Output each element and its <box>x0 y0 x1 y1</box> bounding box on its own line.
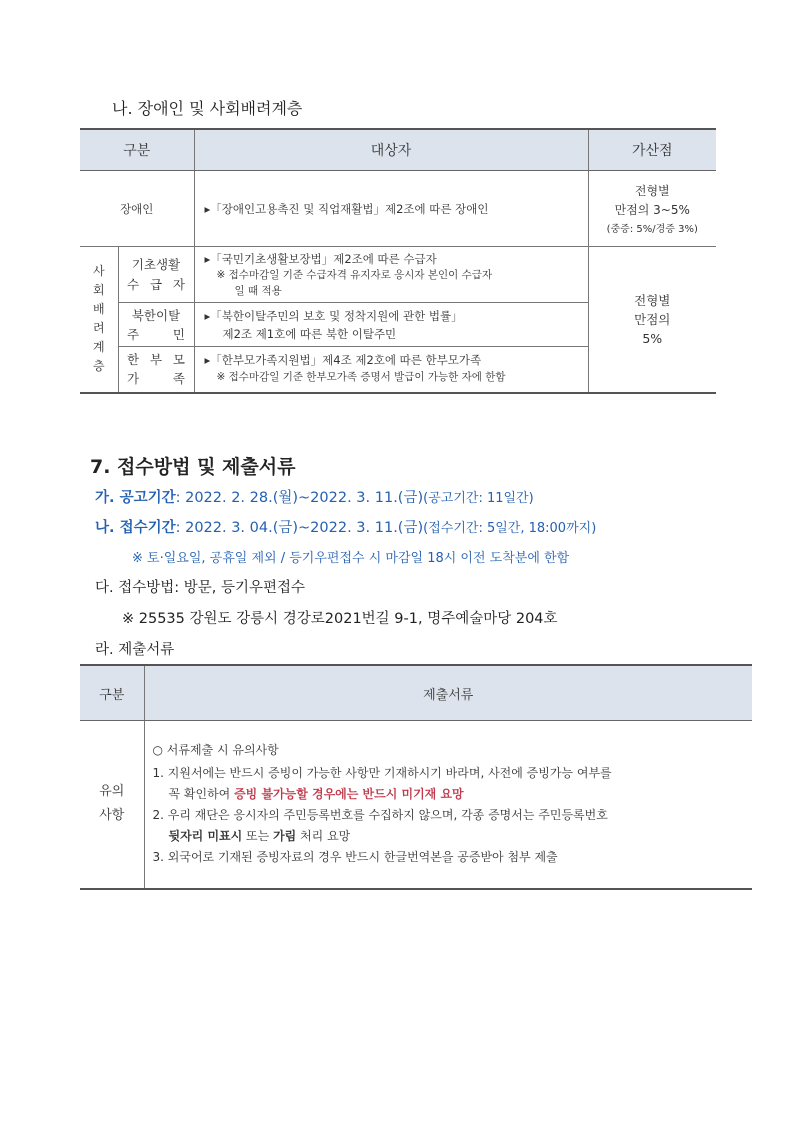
disabled-bonus-note: (중증: 5%/경증 3%) <box>606 224 698 235</box>
header-category: 구분 <box>80 129 194 171</box>
documents-table <box>80 664 752 890</box>
notice-item3: 3. 외국어로 기재된 증빙자료의 경우 반드시 한글번역본을 공증받아 첨부 제출 <box>152 850 558 865</box>
basic-livelihood-label <box>118 247 194 303</box>
disabled-target: ▸「장애인고용촉진 및 직업재활법」제2조에 따른 장애인 <box>194 171 588 247</box>
required-documents-heading: 라. 제출서류 <box>95 642 175 658</box>
header-category: 구분 <box>80 665 144 721</box>
label-char: 모 <box>172 352 185 368</box>
notice-heading: ○ 서류제출 시 유의사항 <box>152 743 279 758</box>
north-defector-label <box>118 303 194 347</box>
announcement-period <box>95 486 534 507</box>
social-bonus-line2: 만점의 <box>634 311 671 327</box>
section-heading-disabled: 나. 장애인 및 사회배려계층 <box>112 99 303 118</box>
north-defector-target-line1: ▸「북한이탈주민의 보호 및 정착지원에 관한 법률」 <box>204 308 463 323</box>
label-char: 족 <box>172 371 185 387</box>
social-bonus <box>588 247 716 393</box>
announcement-period-label: 가. 공고기간 <box>95 490 176 506</box>
social-char: 층 <box>92 359 105 374</box>
notice-item2-text2: 처리 요망 <box>296 829 351 844</box>
label-char: 가 <box>127 371 140 387</box>
basic-livelihood-target-line1: ▸「국민기초생활보장법」제2조에 따른 수급자 <box>204 251 437 266</box>
notice-item2-emphasis1: 뒷자리 미표시 <box>168 829 243 844</box>
application-period-label: 나. 접수기간 <box>95 520 176 536</box>
single-parent-label-line1 <box>127 350 185 369</box>
label-char: 주 <box>127 326 140 342</box>
label-char: 급 <box>149 276 163 292</box>
label-char: 부 <box>149 352 163 368</box>
disabled-bonus-line1: 전형별 <box>634 184 670 198</box>
basic-livelihood-target-note: ※ 접수마감일 기준 수급자격 유지자로 응시자 본인이 수급자 <box>216 268 493 281</box>
notice-item1-text: 꼭 확인하여 <box>168 787 235 802</box>
basic-livelihood-target <box>194 247 588 303</box>
notice-item2-text: 또는 <box>242 829 274 844</box>
header-bonus: 가산점 <box>588 129 716 171</box>
single-parent-target <box>194 347 588 393</box>
header-target: 대상자 <box>194 129 588 171</box>
social-char: 려 <box>92 321 105 336</box>
application-remark: ※ 토·일요일, 공휴일 제외 / 등기우편접수 시 마감일 18시 이전 도착분에 한함 <box>132 551 570 566</box>
label-char: 민 <box>172 326 185 342</box>
north-defector-label-line1: 북한이탈 <box>131 307 181 323</box>
basic-livelihood-label-line2 <box>127 275 185 295</box>
social-char: 계 <box>92 340 105 355</box>
notice-item2-emphasis2: 가림 <box>273 829 297 844</box>
social-group-label <box>80 247 118 393</box>
single-parent-target-line1: ▸「한부모가족지원법」제4조 제2호에 따른 한부모가족 <box>204 353 482 368</box>
social-char: 회 <box>92 283 105 298</box>
label-char: 한 <box>127 352 140 368</box>
notice-item2: 2. 우리 재단은 응시자의 주민등록번호를 수집하지 않으며, 각종 증명서는 주민등록번호 <box>152 808 608 823</box>
social-bonus-line3: 5% <box>642 330 663 346</box>
submission-address: ※ 25535 강원도 강릉시 경강로2021번길 9-1, 명주예술마당 204호 <box>122 611 558 627</box>
application-period-value: : 2022. 3. 04.(금)~2022. 3. 11.(금) <box>175 520 424 536</box>
notice-item1-emphasis: 증빙 불가능할 경우에는 반드시 미기재 요망 <box>234 787 464 802</box>
notice-content <box>144 721 752 889</box>
notice-item1: 1. 지원서에는 반드시 증빙이 가능한 사항만 기재하시기 바라며, 사전에 증빙가능 여부를 <box>152 766 612 781</box>
single-parent-target-note: ※ 접수마감일 기준 한부모가족 증명서 발급이 가능한 자에 한함 <box>216 371 506 384</box>
notice-label-line1: 유의 <box>99 784 125 800</box>
social-bonus-line1: 전형별 <box>634 292 671 308</box>
section7-title: 7. 접수방법 및 제출서류 <box>90 456 296 478</box>
application-period-note: (접수기간: 5일간, 18:00까지) <box>423 521 597 536</box>
application-method: 다. 접수방법: 방문, 등기우편접수 <box>95 580 306 596</box>
announcement-period-note: (공고기간: 11일간) <box>423 491 534 506</box>
header-documents: 제출서류 <box>144 665 752 721</box>
disabled-bonus-line2: 만점의 3~5% <box>614 203 690 217</box>
disabled-label: 장애인 <box>80 171 194 247</box>
north-defector-target <box>194 303 588 347</box>
notice-item2-cont <box>153 826 753 847</box>
single-parent-label-line2 <box>127 369 185 388</box>
label-char: 자 <box>172 276 185 292</box>
application-period <box>95 516 596 537</box>
notice-item1-cont <box>153 784 753 805</box>
label-char: 수 <box>127 276 140 292</box>
north-defector-label-line2 <box>127 325 185 344</box>
basic-livelihood-label-line1: 기초생활 <box>131 256 181 272</box>
basic-livelihood-target-note2: 일 때 적용 <box>234 284 282 297</box>
notice-label-line2: 사항 <box>99 808 125 824</box>
single-parent-label <box>118 347 194 393</box>
north-defector-target-line2: 제2조 제1호에 따른 북한 이탈주민 <box>222 326 397 341</box>
announcement-period-value: : 2022. 2. 28.(월)~2022. 3. 11.(금) <box>175 490 424 506</box>
social-char: 사 <box>92 264 105 279</box>
notice-label <box>80 721 144 889</box>
disabled-bonus <box>588 171 716 247</box>
social-char: 배 <box>92 302 105 317</box>
bonus-points-table <box>80 128 716 394</box>
